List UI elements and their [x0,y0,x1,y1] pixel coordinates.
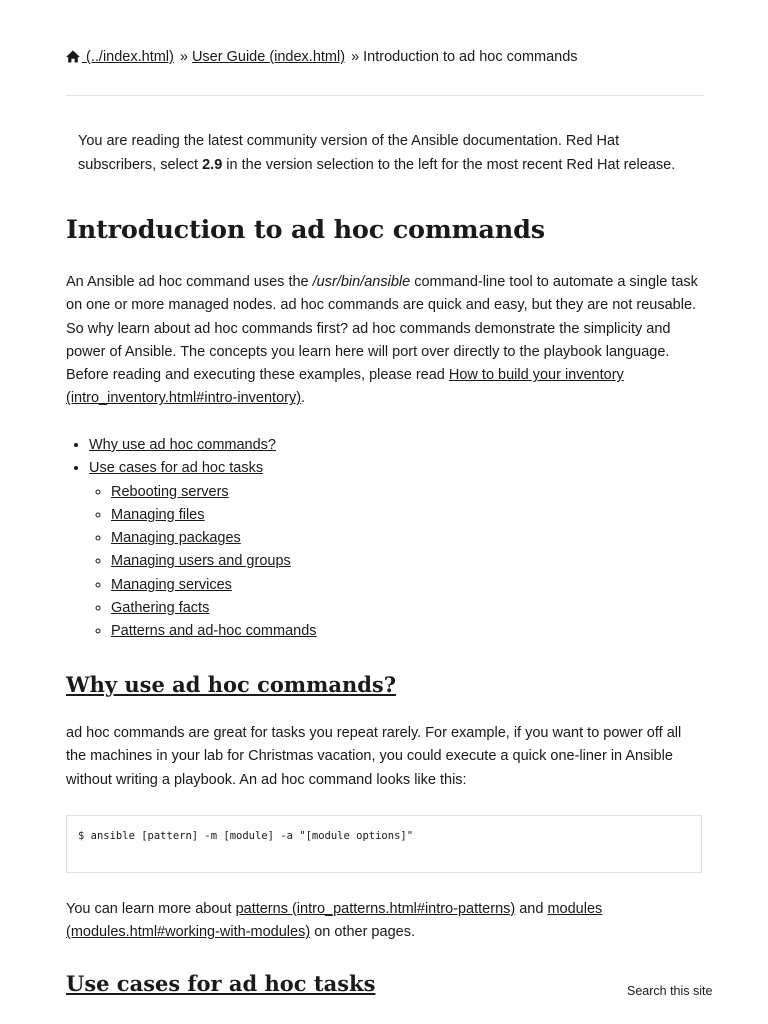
learn-more-end: on other pages. [310,924,415,941]
toc-subitem [111,574,317,597]
page-title: Introduction to ad hoc commands [66,215,545,245]
toc-link-rebooting[interactable]: Rebooting servers [111,483,229,500]
breadcrumb [66,47,578,69]
toc-link-packages[interactable]: Managing packages [111,530,241,547]
toc-link-use-cases[interactable]: Use cases for ad hoc tasks [89,460,264,477]
toc-subitem [111,481,317,504]
code-text: $ ansible [pattern] -m [module] -a "[module options]" [78,830,414,842]
toc-subitem [111,527,317,550]
toc-item [89,457,317,643]
learn-more-and: and [515,901,548,917]
home-icon [66,49,80,69]
patterns-link[interactable]: patterns (intro_patterns.html#intro-patterns) [235,901,516,917]
section-heading-use-cases-link[interactable]: Use cases for ad hoc tasks [66,971,376,996]
toc-subitem [111,597,317,620]
intro-paragraph [66,271,706,411]
toc-link-services[interactable]: Managing services [111,576,232,593]
toc-link-patterns[interactable]: Patterns and ad-hoc commands [111,623,317,640]
why-paragraph: ad hoc commands are great for tasks you repeat rarely. For example, if you want to power off all the machines in your lab for Christmas vacation, you could execute a quick one-liner in Ansible without writing a playbook. An ad hoc command looks like this: [66,725,682,788]
modules-link[interactable]: modules (modules.html#working-with-modules) [66,901,603,941]
toc-link-why-use[interactable]: Why use ad hoc commands? [89,437,276,453]
notice-text-end: in the version selection to the left for the most recent Red Hat release. [222,156,676,173]
toc-link-users-groups[interactable]: Managing users and groups [111,553,291,570]
search-site-link[interactable]: Search this site [627,984,713,998]
version-notice [78,130,698,177]
toc-link-files[interactable]: Managing files [111,506,205,523]
toc-subitem [111,620,317,643]
learn-more-paragraph [66,898,702,945]
section-heading-use-cases [66,969,375,999]
notice-version: 2.9 [202,156,223,173]
table-of-contents [66,434,317,644]
toc-link-facts[interactable]: Gathering facts [111,600,210,617]
divider [66,95,704,96]
toc-subitem [111,550,317,573]
intro-text: An Ansible ad hoc command uses the [66,274,313,290]
learn-more-text: You can learn more about [66,901,236,917]
breadcrumb-home-link[interactable] [66,49,174,65]
toc-sublist [89,481,317,644]
breadcrumb-separator: » [179,49,188,65]
breadcrumb-separator: » [351,49,360,65]
inventory-link[interactable]: How to build your inventory (intro_inventory.html#intro-inventory) [66,367,624,407]
section-heading-why-link[interactable]: Why use ad hoc commands? [66,672,397,697]
breadcrumb-current: Introduction to ad hoc commands [363,49,578,65]
breadcrumb-user-guide-link[interactable]: User Guide (index.html) [191,49,346,65]
intro-text-continued: command-line tool to automate a single task on one or more managed nodes. ad hoc commands are quick and easy, but they are not reusable. So why learn about ad hoc commands first? ad hoc commands demonstrate the simplicity and power of Ansible. The concepts you learn here will port over directly to the playbook language. Before reading and executing these examples, please read [66,274,698,384]
code-block [66,815,702,873]
intro-path: /usr/bin/ansible [312,274,411,290]
notice-text: You are reading the latest community version of the Ansible documentation. Red Hat subscribers, select [78,133,620,173]
breadcrumb-home-label: (../index.html) [86,49,174,65]
section-heading-why [66,670,396,700]
intro-period: . [301,390,306,407]
toc-subitem [111,504,317,527]
toc-item [89,434,317,457]
